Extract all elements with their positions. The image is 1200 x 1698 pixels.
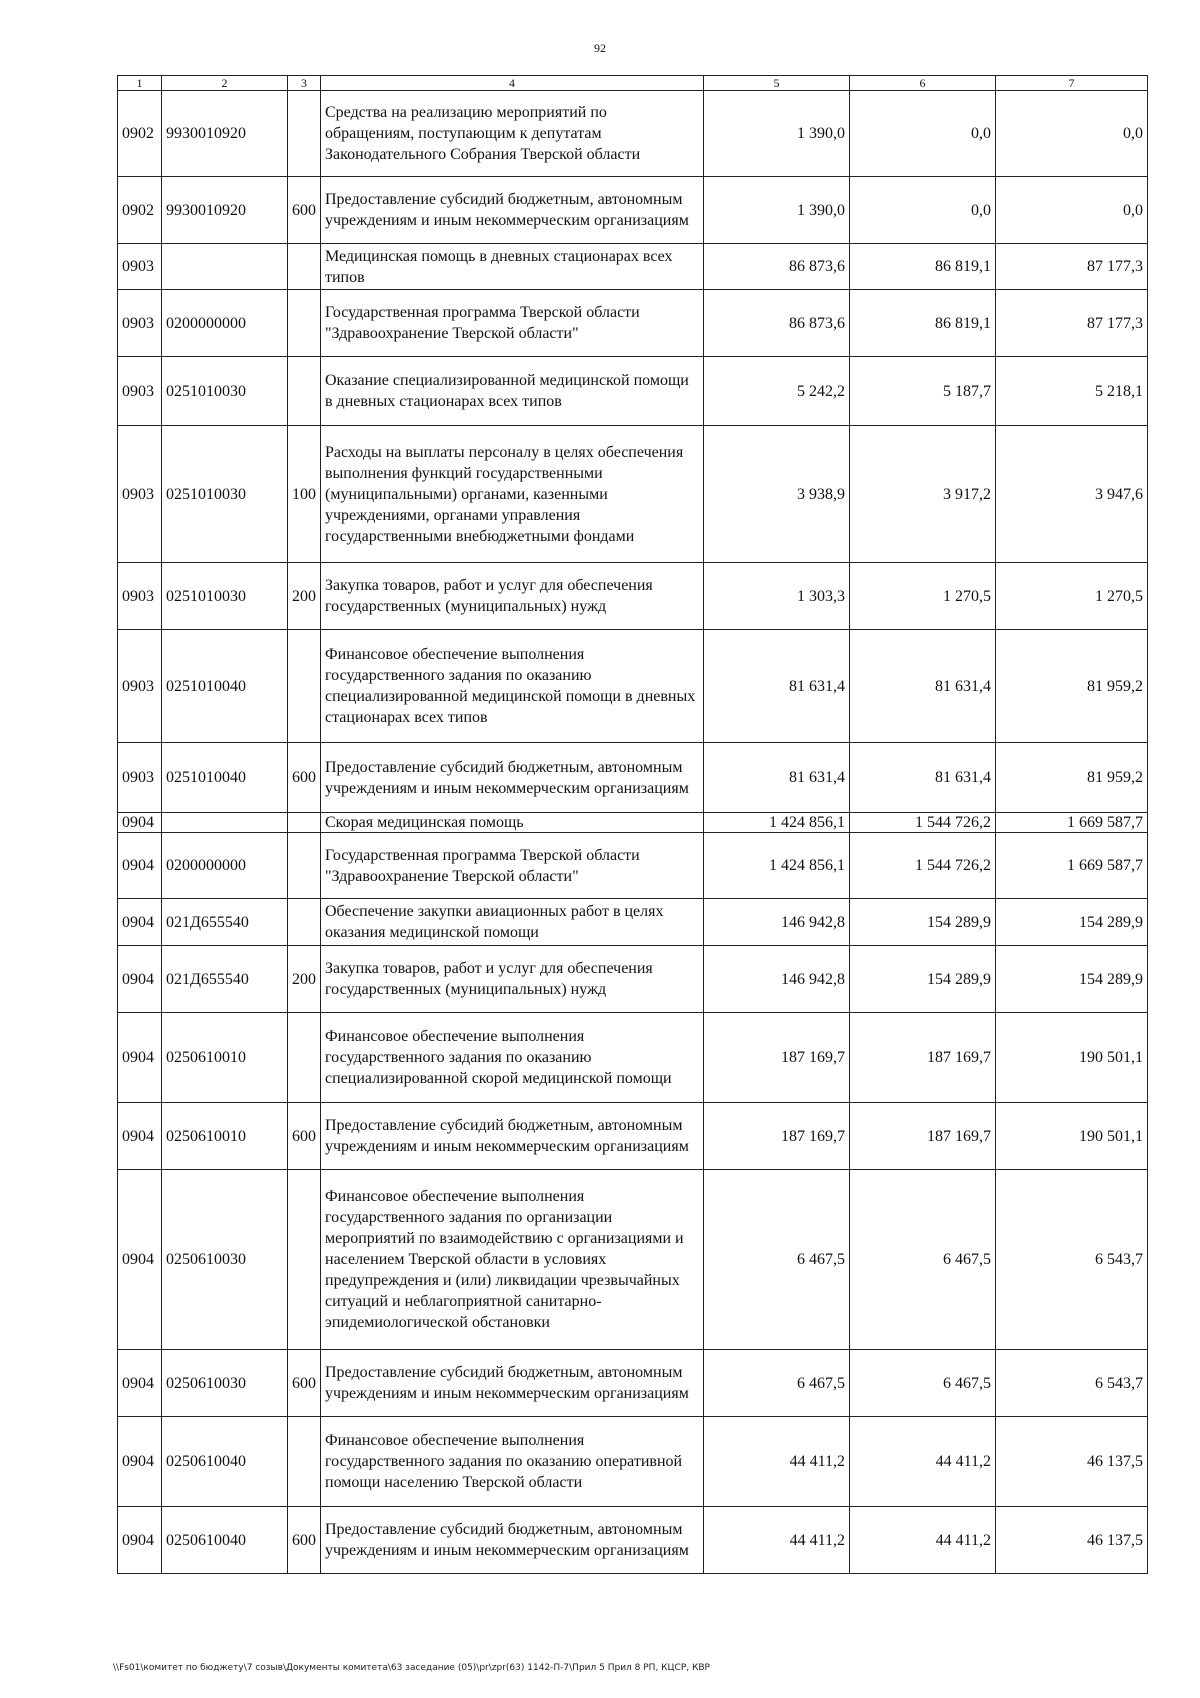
table-row <box>118 244 1148 290</box>
description-cell: Расходы на выплаты персоналу в целях обеспечения выполнения функций государственными (муниципальными) органами, казенными учреждениями, органами управления государственными внебюджетными фондами <box>321 426 704 563</box>
amount-year1-cell: 44 411,2 <box>704 1417 850 1507</box>
expense-type-cell <box>288 1170 321 1350</box>
amount-year2-cell: 86 819,1 <box>850 290 996 357</box>
amount-year2-cell: 1 544 726,2 <box>850 813 996 833</box>
description-cell: Предоставление субсидий бюджетным, автономным учреждениям и иным некоммерческим организациям <box>321 1103 704 1170</box>
amount-year2-cell: 81 631,4 <box>850 630 996 743</box>
expense-type-cell: 600 <box>288 177 321 244</box>
expense-type-cell: 100 <box>288 426 321 563</box>
amount-year2-cell: 44 411,2 <box>850 1507 996 1574</box>
description-cell: Финансовое обеспечение выполнения государственного задания по оказанию специализированной медицинской помощи в дневных стационарах всех типов <box>321 630 704 743</box>
amount-year3-cell: 81 959,2 <box>996 630 1148 743</box>
amount-year2-cell: 86 819,1 <box>850 244 996 290</box>
description-cell: Закупка товаров, работ и услуг для обеспечения государственных (муниципальных) нужд <box>321 563 704 630</box>
description-cell: Финансовое обеспечение выполнения государственного задания по оказанию специализированной скорой медицинской помощи <box>321 1013 704 1103</box>
amount-year1-cell: 1 390,0 <box>704 91 850 177</box>
amount-year3-cell: 6 543,7 <box>996 1350 1148 1417</box>
amount-year1-cell: 81 631,4 <box>704 630 850 743</box>
amount-year3-cell: 46 137,5 <box>996 1417 1148 1507</box>
table-row <box>118 91 1148 177</box>
table-body <box>118 91 1148 1574</box>
header-col-6: 6 <box>850 76 996 91</box>
section-code-cell: 0903 <box>118 244 162 290</box>
section-code-cell: 0904 <box>118 899 162 946</box>
amount-year1-cell: 3 938,9 <box>704 426 850 563</box>
amount-year1-cell: 6 467,5 <box>704 1170 850 1350</box>
table-row <box>118 1350 1148 1417</box>
section-code-cell: 0903 <box>118 426 162 563</box>
amount-year2-cell: 6 467,5 <box>850 1170 996 1350</box>
amount-year3-cell: 190 501,1 <box>996 1013 1148 1103</box>
amount-year2-cell: 187 169,7 <box>850 1013 996 1103</box>
amount-year3-cell: 46 137,5 <box>996 1507 1148 1574</box>
budget-table <box>117 75 1148 1574</box>
description-cell: Финансовое обеспечение выполнения государственного задания по организации мероприятий по взаимодействию с организациями и населением Тверской области в условиях предупреждения и (или) ликвидации чрезвычайных ситуаций и неблагоприятной санитарно-эпидемиологической обстановки <box>321 1170 704 1350</box>
amount-year1-cell: 1 390,0 <box>704 177 850 244</box>
amount-year1-cell: 146 942,8 <box>704 946 850 1013</box>
section-code-cell: 0904 <box>118 1350 162 1417</box>
section-code-cell: 0902 <box>118 91 162 177</box>
amount-year1-cell: 86 873,6 <box>704 290 850 357</box>
amount-year3-cell: 190 501,1 <box>996 1103 1148 1170</box>
amount-year1-cell: 1 424 856,1 <box>704 833 850 899</box>
target-article-cell: 0251010030 <box>162 563 288 630</box>
table-row <box>118 1507 1148 1574</box>
header-col-5: 5 <box>704 76 850 91</box>
expense-type-cell: 600 <box>288 1350 321 1417</box>
header-col-2: 2 <box>162 76 288 91</box>
amount-year2-cell: 187 169,7 <box>850 1103 996 1170</box>
amount-year3-cell: 154 289,9 <box>996 899 1148 946</box>
amount-year1-cell: 146 942,8 <box>704 899 850 946</box>
description-cell: Медицинская помощь в дневных стационарах всех типов <box>321 244 704 290</box>
section-code-cell: 0904 <box>118 1417 162 1507</box>
section-code-cell: 0904 <box>118 1507 162 1574</box>
amount-year3-cell: 81 959,2 <box>996 743 1148 813</box>
table-row <box>118 1170 1148 1350</box>
amount-year3-cell: 5 218,1 <box>996 357 1148 426</box>
description-cell: Государственная программа Тверской области "Здравоохранение Тверской области" <box>321 833 704 899</box>
expense-type-cell: 600 <box>288 1507 321 1574</box>
description-cell: Предоставление субсидий бюджетным, автономным учреждениям и иным некоммерческим организациям <box>321 177 704 244</box>
amount-year2-cell: 1 544 726,2 <box>850 833 996 899</box>
description-cell: Закупка товаров, работ и услуг для обеспечения государственных (муниципальных) нужд <box>321 946 704 1013</box>
section-code-cell: 0904 <box>118 1103 162 1170</box>
table-row <box>118 1417 1148 1507</box>
target-article-cell: 0250610010 <box>162 1103 288 1170</box>
section-code-cell: 0904 <box>118 1013 162 1103</box>
target-article-cell: 0251010040 <box>162 743 288 813</box>
expense-type-cell: 600 <box>288 743 321 813</box>
expense-type-cell <box>288 357 321 426</box>
section-code-cell: 0903 <box>118 563 162 630</box>
description-cell: Предоставление субсидий бюджетным, автономным учреждениям и иным некоммерческим организациям <box>321 1507 704 1574</box>
section-code-cell: 0903 <box>118 743 162 813</box>
target-article-cell: 0250610040 <box>162 1507 288 1574</box>
table-row <box>118 177 1148 244</box>
description-cell: Финансовое обеспечение выполнения государственного задания по оказанию оперативной помощи населению Тверской области <box>321 1417 704 1507</box>
target-article-cell: 0200000000 <box>162 290 288 357</box>
table-row <box>118 946 1148 1013</box>
expense-type-cell: 200 <box>288 946 321 1013</box>
amount-year1-cell: 187 169,7 <box>704 1013 850 1103</box>
amount-year1-cell: 1 303,3 <box>704 563 850 630</box>
description-cell: Предоставление субсидий бюджетным, автономным учреждениям и иным некоммерческим организациям <box>321 1350 704 1417</box>
expense-type-cell <box>288 1013 321 1103</box>
amount-year3-cell: 1 270,5 <box>996 563 1148 630</box>
amount-year3-cell: 1 669 587,7 <box>996 833 1148 899</box>
target-article-cell: 0250610010 <box>162 1013 288 1103</box>
target-article-cell <box>162 813 288 833</box>
table-row <box>118 743 1148 813</box>
amount-year3-cell: 1 669 587,7 <box>996 813 1148 833</box>
description-cell: Средства на реализацию мероприятий по обращениям, поступающим к депутатам Законодательного Собрания Тверской области <box>321 91 704 177</box>
footer-file-path: \\Fs01\комитет по бюджету\7 созыв\Документы комитета\63 заседание (05)\pr\zpr(63) 1142-П-7\Прил 5 Прил 8 РП, КЦСР, КВР <box>113 1663 710 1673</box>
target-article-cell: 0251010030 <box>162 357 288 426</box>
amount-year2-cell: 0,0 <box>850 91 996 177</box>
expense-type-cell <box>288 813 321 833</box>
table-row <box>118 813 1148 833</box>
description-cell: Предоставление субсидий бюджетным, автономным учреждениям и иным некоммерческим организациям <box>321 743 704 813</box>
header-col-7: 7 <box>996 76 1148 91</box>
description-cell: Скорая медицинская помощь <box>321 813 704 833</box>
amount-year1-cell: 44 411,2 <box>704 1507 850 1574</box>
table-row <box>118 290 1148 357</box>
description-cell: Обеспечение закупки авиационных работ в целях оказания медицинской помощи <box>321 899 704 946</box>
expense-type-cell <box>288 91 321 177</box>
amount-year2-cell: 154 289,9 <box>850 946 996 1013</box>
amount-year2-cell: 154 289,9 <box>850 899 996 946</box>
header-col-4: 4 <box>321 76 704 91</box>
amount-year3-cell: 3 947,6 <box>996 426 1148 563</box>
target-article-cell: 021Д655540 <box>162 899 288 946</box>
amount-year1-cell: 5 242,2 <box>704 357 850 426</box>
table-header-row <box>118 76 1148 91</box>
section-code-cell: 0904 <box>118 813 162 833</box>
expense-type-cell: 600 <box>288 1103 321 1170</box>
header-col-1: 1 <box>118 76 162 91</box>
section-code-cell: 0904 <box>118 833 162 899</box>
amount-year3-cell: 6 543,7 <box>996 1170 1148 1350</box>
table-row <box>118 1013 1148 1103</box>
expense-type-cell <box>288 290 321 357</box>
amount-year3-cell: 87 177,3 <box>996 244 1148 290</box>
target-article-cell: 9930010920 <box>162 177 288 244</box>
amount-year1-cell: 187 169,7 <box>704 1103 850 1170</box>
amount-year3-cell: 0,0 <box>996 91 1148 177</box>
expense-type-cell <box>288 244 321 290</box>
table-row <box>118 1103 1148 1170</box>
page-number: 92 <box>594 41 606 55</box>
expense-type-cell <box>288 1417 321 1507</box>
amount-year2-cell: 5 187,7 <box>850 357 996 426</box>
description-cell: Государственная программа Тверской области "Здравоохранение Тверской области" <box>321 290 704 357</box>
table-row <box>118 630 1148 743</box>
description-cell: Оказание специализированной медицинской помощи в дневных стационарах всех типов <box>321 357 704 426</box>
amount-year3-cell: 87 177,3 <box>996 290 1148 357</box>
header-col-3: 3 <box>288 76 321 91</box>
amount-year1-cell: 81 631,4 <box>704 743 850 813</box>
expense-type-cell <box>288 899 321 946</box>
amount-year3-cell: 154 289,9 <box>996 946 1148 1013</box>
amount-year2-cell: 81 631,4 <box>850 743 996 813</box>
target-article-cell: 0251010040 <box>162 630 288 743</box>
table-row <box>118 563 1148 630</box>
expense-type-cell <box>288 630 321 743</box>
target-article-cell: 0200000000 <box>162 833 288 899</box>
target-article-cell: 0250610030 <box>162 1170 288 1350</box>
amount-year2-cell: 3 917,2 <box>850 426 996 563</box>
table-row <box>118 833 1148 899</box>
amount-year1-cell: 6 467,5 <box>704 1350 850 1417</box>
amount-year2-cell: 44 411,2 <box>850 1417 996 1507</box>
target-article-cell: 0250610030 <box>162 1350 288 1417</box>
section-code-cell: 0904 <box>118 1170 162 1350</box>
expense-type-cell: 200 <box>288 563 321 630</box>
section-code-cell: 0904 <box>118 946 162 1013</box>
amount-year2-cell: 1 270,5 <box>850 563 996 630</box>
section-code-cell: 0903 <box>118 357 162 426</box>
target-article-cell: 0250610040 <box>162 1417 288 1507</box>
target-article-cell: 0251010030 <box>162 426 288 563</box>
amount-year2-cell: 6 467,5 <box>850 1350 996 1417</box>
target-article-cell: 9930010920 <box>162 91 288 177</box>
amount-year1-cell: 86 873,6 <box>704 244 850 290</box>
target-article-cell <box>162 244 288 290</box>
amount-year1-cell: 1 424 856,1 <box>704 813 850 833</box>
expense-type-cell <box>288 833 321 899</box>
section-code-cell: 0903 <box>118 630 162 743</box>
table-row <box>118 357 1148 426</box>
target-article-cell: 021Д655540 <box>162 946 288 1013</box>
section-code-cell: 0902 <box>118 177 162 244</box>
table-row <box>118 426 1148 563</box>
amount-year2-cell: 0,0 <box>850 177 996 244</box>
section-code-cell: 0903 <box>118 290 162 357</box>
amount-year3-cell: 0,0 <box>996 177 1148 244</box>
table-row <box>118 899 1148 946</box>
